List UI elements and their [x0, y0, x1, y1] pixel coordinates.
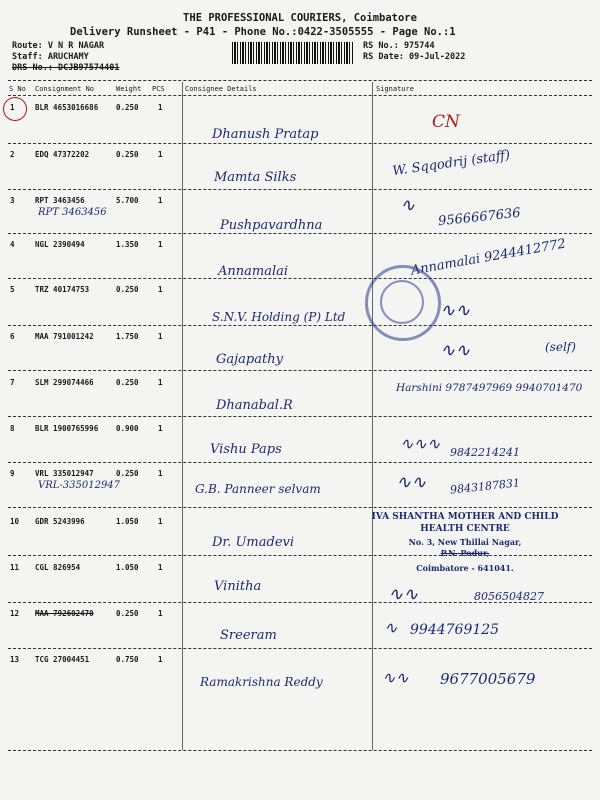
red-circle-mark [3, 97, 27, 121]
row-consignee: Vinitha [214, 579, 262, 594]
row-signature-scribble: ∿∿ [382, 668, 409, 687]
row-consignee: Ramakrishna Reddy [200, 675, 323, 689]
row-weight: 0.250 [116, 150, 139, 159]
row-consignment: CGL 826954 [35, 563, 81, 572]
row-signature: (self) [545, 340, 576, 354]
row-separator [8, 278, 592, 279]
rs-no-label: RS No.: 975744 [363, 41, 435, 51]
row-signature: 8056504827 [474, 590, 544, 603]
row-sno: 8 [10, 424, 15, 433]
row-consignee: Pushpavardhna [220, 218, 323, 233]
row-weight: 1.050 [116, 563, 139, 572]
row-weight: 0.750 [116, 655, 139, 664]
row-consignment: TCG 27004451 [35, 655, 90, 664]
row-consignee: G.B. Panneer selvam [195, 482, 321, 496]
row-signature: Harshini 9787497969 9940701470 [396, 382, 583, 394]
row-consignee: Dr. Umadevi [212, 535, 295, 550]
row-weight: 0.250 [116, 609, 139, 618]
row-consignee: Dhanabal.R [216, 398, 293, 413]
runsheet-subtitle: Delivery Runsheet - P41 - Phone No.:0422-3505555 - Page No.:1 [70, 26, 456, 38]
row-sno: 9 [10, 469, 15, 478]
hospital-stamp-line1: IVA SHANTHA MOTHER AND CHILD [371, 512, 559, 522]
row-pcs: 1 [158, 655, 163, 664]
row-consignee: Mamta Silks [214, 170, 297, 185]
row-signature: 9944769125 [410, 622, 500, 638]
row-consignee: S.N.V. Holding (P) Ltd [212, 310, 346, 324]
row-signature: 9842214241 [450, 446, 520, 459]
row-separator [8, 143, 592, 144]
row-consignee: Dhanush Pratap [212, 127, 319, 142]
drs-label: DRS No.: DCJB97574401 [12, 63, 120, 73]
row-consignment: GDR 5243996 [35, 517, 85, 526]
row-weight: 0.250 [116, 103, 139, 112]
row-separator [8, 189, 592, 190]
hospital-stamp-line5: Coimbatore - 641041. [416, 563, 514, 573]
col-header-consignee: Consignee Details [185, 85, 257, 93]
row-signature: W. Sqqodrij (staff) [391, 147, 512, 180]
row-handwritten-consignment: VRL-335012947 [38, 480, 121, 491]
row-consignee: Gajapathy [216, 352, 283, 367]
row-pcs: 1 [158, 196, 163, 205]
row-sno: 1 [10, 103, 15, 112]
row-sno: 11 [10, 563, 20, 572]
row-pcs: 1 [158, 285, 163, 294]
row-pcs: 1 [158, 240, 163, 249]
row-signature-scribble: ∿ [400, 195, 416, 216]
row-pcs: 1 [158, 469, 163, 478]
table-top-rule [8, 80, 592, 81]
row-sno: 10 [10, 517, 20, 526]
row-sno: 5 [10, 285, 15, 294]
row-signature-scribble: ∿∿ [440, 340, 471, 361]
row-consignment: VRL 335012947 [35, 469, 94, 478]
row-weight: 0.250 [116, 378, 139, 387]
rs-date-label: RS Date: 09-Jul-2022 [363, 52, 466, 62]
row-pcs: 1 [158, 378, 163, 387]
row-sno: 2 [10, 150, 15, 159]
row-signature: 9843187831 [449, 476, 521, 497]
row-signature-scribble: ∿∿ [396, 472, 427, 493]
row-consignee: Vishu Paps [210, 442, 282, 457]
table-bottom-rule [8, 750, 592, 751]
row-consignment: BLR 1900765996 [35, 424, 99, 433]
row-sno: 12 [10, 609, 20, 618]
row-signature: 9566667636 [437, 205, 522, 230]
row-sno: 3 [10, 196, 15, 205]
row-weight: 0.250 [116, 469, 139, 478]
row-weight: 0.900 [116, 424, 139, 433]
row-signature: 9677005679 [440, 670, 536, 688]
row-separator [8, 507, 592, 508]
row-pcs: 1 [158, 424, 163, 433]
row-consignment: TRZ 40174753 [35, 285, 90, 294]
col-header-weight: Weight [116, 85, 142, 93]
row-sno: 7 [10, 378, 15, 387]
row-consignment: RPT 3463456 [35, 196, 85, 205]
row-pcs: 1 [158, 517, 163, 526]
staff-label: Staff: ARUCHAMY [12, 52, 89, 62]
col-header-pcs: PCS [152, 85, 165, 93]
row-consignee: Sreeram [220, 628, 277, 643]
barcode [232, 42, 354, 64]
row-consignment: MAA 791001242 [35, 332, 94, 341]
table-header-rule [8, 95, 592, 96]
row-consignment: MAA 792602470 [35, 609, 94, 618]
row-pcs: 1 [158, 150, 163, 159]
route-label: Route: V N R NAGAR [12, 41, 105, 51]
row-signature-scribble: ∿∿ [388, 584, 419, 605]
hospital-stamp-line2: HEALTH CENTRE [420, 524, 510, 534]
row-consignee: Annamalai [218, 264, 289, 279]
row-weight: 1.050 [116, 517, 139, 526]
hospital-stamp-line3: No. 3, New Thillai Nagar, [408, 537, 522, 547]
row-consignment: BLR 4653016686 [35, 103, 99, 112]
col-header-sno: S No [9, 85, 26, 93]
row-sno: 13 [10, 655, 20, 664]
row-signature-scribble: ∿∿ [440, 300, 471, 321]
row-separator [8, 370, 592, 371]
row-pcs: 1 [158, 332, 163, 341]
row-separator [8, 462, 592, 463]
row-consignment: EDQ 47372202 [35, 150, 90, 159]
row-sno: 6 [10, 332, 15, 341]
row-handwritten-consignment: RPT 3463456 [38, 207, 107, 218]
row-separator [8, 325, 592, 326]
row-separator [8, 233, 592, 234]
row-pcs: 1 [158, 563, 163, 572]
col-header-consignment: Consignment No [35, 85, 95, 93]
row-separator [8, 416, 592, 417]
row-weight: 1.750 [116, 332, 139, 341]
hospital-stamp-line4: P.N. Podur, [440, 548, 490, 558]
row-consignment: NGL 2390494 [35, 240, 85, 249]
row-signature-scribble: ∿∿∿ [400, 434, 441, 453]
row-sno: 4 [10, 240, 15, 249]
col-header-signature: Signature [376, 85, 414, 93]
row-consignment: SLM 299074466 [35, 378, 94, 387]
row-pcs: 1 [158, 609, 163, 618]
row-weight: 1.350 [116, 240, 139, 249]
company-stamp-inner [380, 280, 424, 324]
row-weight: 0.250 [116, 285, 139, 294]
row-signature: Annamalai 9244412772 [409, 236, 567, 279]
row-weight: 5.700 [116, 196, 139, 205]
row-separator [8, 648, 592, 649]
row-pcs: 1 [158, 103, 163, 112]
row-signature: CN [432, 112, 460, 132]
row-signature-scribble: ∿ [384, 618, 398, 637]
runsheet-title: THE PROFESSIONAL COURIERS, Coimbatore [183, 12, 417, 24]
